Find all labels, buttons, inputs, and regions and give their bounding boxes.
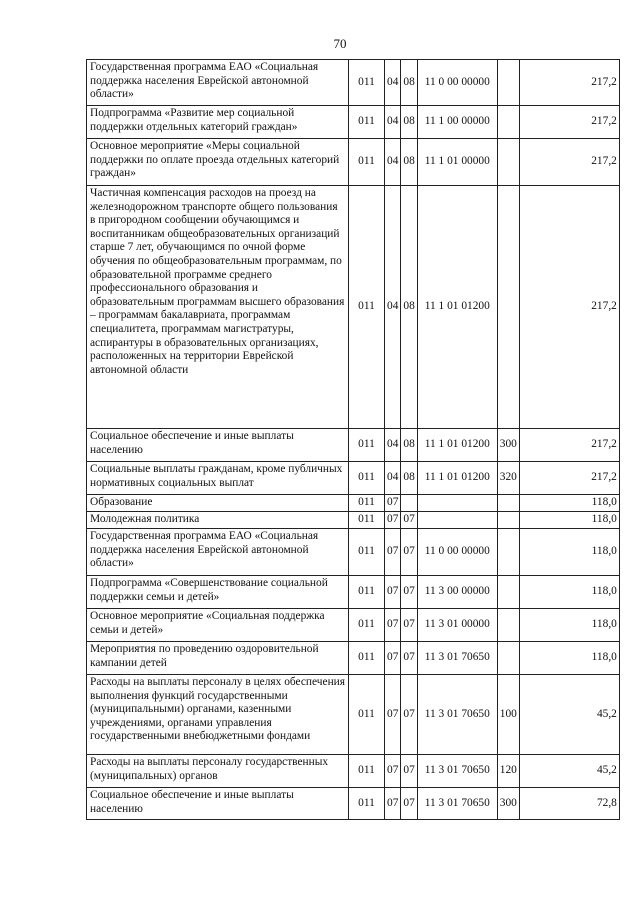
row-target-code-cell bbox=[417, 495, 497, 512]
table-row bbox=[87, 755, 620, 788]
row-subsection-code-cell: 07 bbox=[401, 788, 417, 820]
row-section-code-cell: 04 bbox=[385, 60, 401, 106]
row-admin-code-cell: 011 bbox=[349, 755, 385, 788]
table-row bbox=[87, 642, 620, 675]
table-row bbox=[87, 675, 620, 755]
row-admin-code-cell: 011 bbox=[349, 106, 385, 139]
row-amount-cell: 217,2 bbox=[519, 462, 619, 495]
row-target-code-cell: 11 1 01 00000 bbox=[417, 139, 497, 186]
row-section-code-cell: 07 bbox=[385, 529, 401, 576]
row-subsection-code-cell: 07 bbox=[401, 755, 417, 788]
row-amount-cell: 217,2 bbox=[519, 106, 619, 139]
row-subsection-code-cell: 08 bbox=[401, 106, 417, 139]
row-name-cell: Государственная программа ЕАО «Социальная поддержка населения Еврейской автономной области» bbox=[87, 60, 349, 106]
row-subsection-code-cell: 08 bbox=[401, 462, 417, 495]
row-expense-type-cell bbox=[497, 609, 519, 642]
row-expense-type-cell bbox=[497, 642, 519, 675]
row-amount-cell: 217,2 bbox=[519, 186, 619, 429]
row-expense-type-cell: 300 bbox=[497, 429, 519, 462]
row-section-code-cell: 04 bbox=[385, 186, 401, 429]
row-amount-cell: 45,2 bbox=[519, 755, 619, 788]
row-target-code-cell: 11 1 01 01200 bbox=[417, 429, 497, 462]
row-expense-type-cell bbox=[497, 529, 519, 576]
row-admin-code-cell: 011 bbox=[349, 675, 385, 755]
row-amount-cell: 118,0 bbox=[519, 642, 619, 675]
row-expense-type-cell bbox=[497, 106, 519, 139]
row-name-cell: Социальное обеспечение и иные выплаты населению bbox=[87, 429, 349, 462]
row-expense-type-cell bbox=[497, 576, 519, 609]
row-admin-code-cell: 011 bbox=[349, 60, 385, 106]
row-target-code-cell: 11 3 00 00000 bbox=[417, 576, 497, 609]
row-target-code-cell: 11 3 01 00000 bbox=[417, 609, 497, 642]
row-target-code-cell bbox=[417, 512, 497, 529]
row-amount-cell: 217,2 bbox=[519, 139, 619, 186]
row-target-code-cell: 11 3 01 70650 bbox=[417, 642, 497, 675]
row-name-cell: Расходы на выплаты персоналу в целях обеспечения выполнения функций государственными (муниципальными) органами, казенными учреждениями, органами управления государственными внебюджетными фондами bbox=[87, 675, 349, 755]
row-subsection-code-cell: 08 bbox=[401, 429, 417, 462]
row-expense-type-cell bbox=[497, 495, 519, 512]
row-expense-type-cell bbox=[497, 186, 519, 429]
page-number: 70 bbox=[333, 36, 347, 51]
row-admin-code-cell: 011 bbox=[349, 495, 385, 512]
table-row bbox=[87, 788, 620, 820]
row-amount-cell: 217,2 bbox=[519, 60, 619, 106]
row-name-cell: Основное мероприятие «Социальная поддержка семьи и детей» bbox=[87, 609, 349, 642]
row-admin-code-cell: 011 bbox=[349, 642, 385, 675]
row-name-cell: Образование bbox=[87, 495, 349, 512]
row-name-cell: Основное мероприятие «Меры социальной поддержки по оплате проезда отдельных категорий граждан» bbox=[87, 139, 349, 186]
row-section-code-cell: 04 bbox=[385, 106, 401, 139]
row-name-cell: Социальные выплаты гражданам, кроме публичных нормативных социальных выплат bbox=[87, 462, 349, 495]
row-subsection-code-cell: 07 bbox=[401, 642, 417, 675]
row-section-code-cell: 07 bbox=[385, 755, 401, 788]
row-subsection-code-cell: 07 bbox=[401, 512, 417, 529]
row-section-code-cell: 07 bbox=[385, 495, 401, 512]
row-subsection-code-cell: 08 bbox=[401, 139, 417, 186]
table-row bbox=[87, 106, 620, 139]
row-target-code-cell: 11 0 00 00000 bbox=[417, 529, 497, 576]
table-row bbox=[87, 529, 620, 576]
row-admin-code-cell: 011 bbox=[349, 462, 385, 495]
row-expense-type-cell: 100 bbox=[497, 675, 519, 755]
row-section-code-cell: 04 bbox=[385, 429, 401, 462]
row-admin-code-cell: 011 bbox=[349, 186, 385, 429]
table-row bbox=[87, 186, 620, 429]
row-expense-type-cell bbox=[497, 512, 519, 529]
row-amount-cell: 118,0 bbox=[519, 576, 619, 609]
budget-table bbox=[86, 59, 620, 820]
table-row bbox=[87, 576, 620, 609]
row-name-cell: Молодежная политика bbox=[87, 512, 349, 529]
row-section-code-cell: 07 bbox=[385, 788, 401, 820]
row-section-code-cell: 07 bbox=[385, 642, 401, 675]
row-section-code-cell: 07 bbox=[385, 576, 401, 609]
table-row bbox=[87, 609, 620, 642]
row-name-cell: Расходы на выплаты персоналу государственных (муниципальных) органов bbox=[87, 755, 349, 788]
row-admin-code-cell: 011 bbox=[349, 512, 385, 529]
row-subsection-code-cell: 08 bbox=[401, 186, 417, 429]
row-subsection-code-cell: 07 bbox=[401, 675, 417, 755]
row-target-code-cell: 11 0 00 00000 bbox=[417, 60, 497, 106]
row-target-code-cell: 11 1 00 00000 bbox=[417, 106, 497, 139]
row-expense-type-cell: 300 bbox=[497, 788, 519, 820]
row-target-code-cell: 11 1 01 01200 bbox=[417, 462, 497, 495]
row-subsection-code-cell: 08 bbox=[401, 60, 417, 106]
budget-table-body bbox=[87, 60, 620, 820]
row-name-cell: Подпрограмма «Совершенствование социальной поддержки семьи и детей» bbox=[87, 576, 349, 609]
table-row bbox=[87, 429, 620, 462]
row-admin-code-cell: 011 bbox=[349, 529, 385, 576]
row-name-cell: Подпрограмма «Развитие мер социальной поддержки отдельных категорий граждан» bbox=[87, 106, 349, 139]
row-subsection-code-cell: 07 bbox=[401, 576, 417, 609]
table-row bbox=[87, 462, 620, 495]
row-name-cell: Государственная программа ЕАО «Социальная поддержка населения Еврейской автономной области» bbox=[87, 529, 349, 576]
row-target-code-cell: 11 1 01 01200 bbox=[417, 186, 497, 429]
table-row bbox=[87, 495, 620, 512]
row-admin-code-cell: 011 bbox=[349, 429, 385, 462]
row-section-code-cell: 07 bbox=[385, 609, 401, 642]
row-amount-cell: 72,8 bbox=[519, 788, 619, 820]
row-admin-code-cell: 011 bbox=[349, 576, 385, 609]
row-amount-cell: 45,2 bbox=[519, 675, 619, 755]
row-expense-type-cell bbox=[497, 139, 519, 186]
row-admin-code-cell: 011 bbox=[349, 139, 385, 186]
table-row bbox=[87, 60, 620, 106]
row-section-code-cell: 07 bbox=[385, 675, 401, 755]
row-admin-code-cell: 011 bbox=[349, 609, 385, 642]
row-name-cell: Частичная компенсация расходов на проезд на железнодорожном транспорте общего пользования в пригородном сообщении обучающимся и воспитанникам общеобразовательных организаций старше 7 лет, обучающимся по очной форме обучения по общеобразовательным программам, по образовательной программе среднего профессионального образования и образовательным программам высшего образования – программам бакалавриата, программам специалитета, программам магистратуры, аспирантуры в образовательных организациях, расположенных на территории Еврейской автономной области bbox=[87, 186, 349, 429]
row-expense-type-cell bbox=[497, 60, 519, 106]
row-section-code-cell: 04 bbox=[385, 462, 401, 495]
row-target-code-cell: 11 3 01 70650 bbox=[417, 675, 497, 755]
row-section-code-cell: 07 bbox=[385, 512, 401, 529]
row-amount-cell: 217,2 bbox=[519, 429, 619, 462]
row-amount-cell: 118,0 bbox=[519, 529, 619, 576]
row-expense-type-cell: 320 bbox=[497, 462, 519, 495]
table-row bbox=[87, 139, 620, 186]
row-subsection-code-cell bbox=[401, 495, 417, 512]
row-name-cell: Мероприятия по проведению оздоровительной кампании детей bbox=[87, 642, 349, 675]
row-amount-cell: 118,0 bbox=[519, 512, 619, 529]
row-amount-cell: 118,0 bbox=[519, 609, 619, 642]
table-row bbox=[87, 512, 620, 529]
row-expense-type-cell: 120 bbox=[497, 755, 519, 788]
row-subsection-code-cell: 07 bbox=[401, 529, 417, 576]
row-section-code-cell: 04 bbox=[385, 139, 401, 186]
row-target-code-cell: 11 3 01 70650 bbox=[417, 788, 497, 820]
row-name-cell: Социальное обеспечение и иные выплаты населению bbox=[87, 788, 349, 820]
row-amount-cell: 118,0 bbox=[519, 495, 619, 512]
row-admin-code-cell: 011 bbox=[349, 788, 385, 820]
row-target-code-cell: 11 3 01 70650 bbox=[417, 755, 497, 788]
row-subsection-code-cell: 07 bbox=[401, 609, 417, 642]
